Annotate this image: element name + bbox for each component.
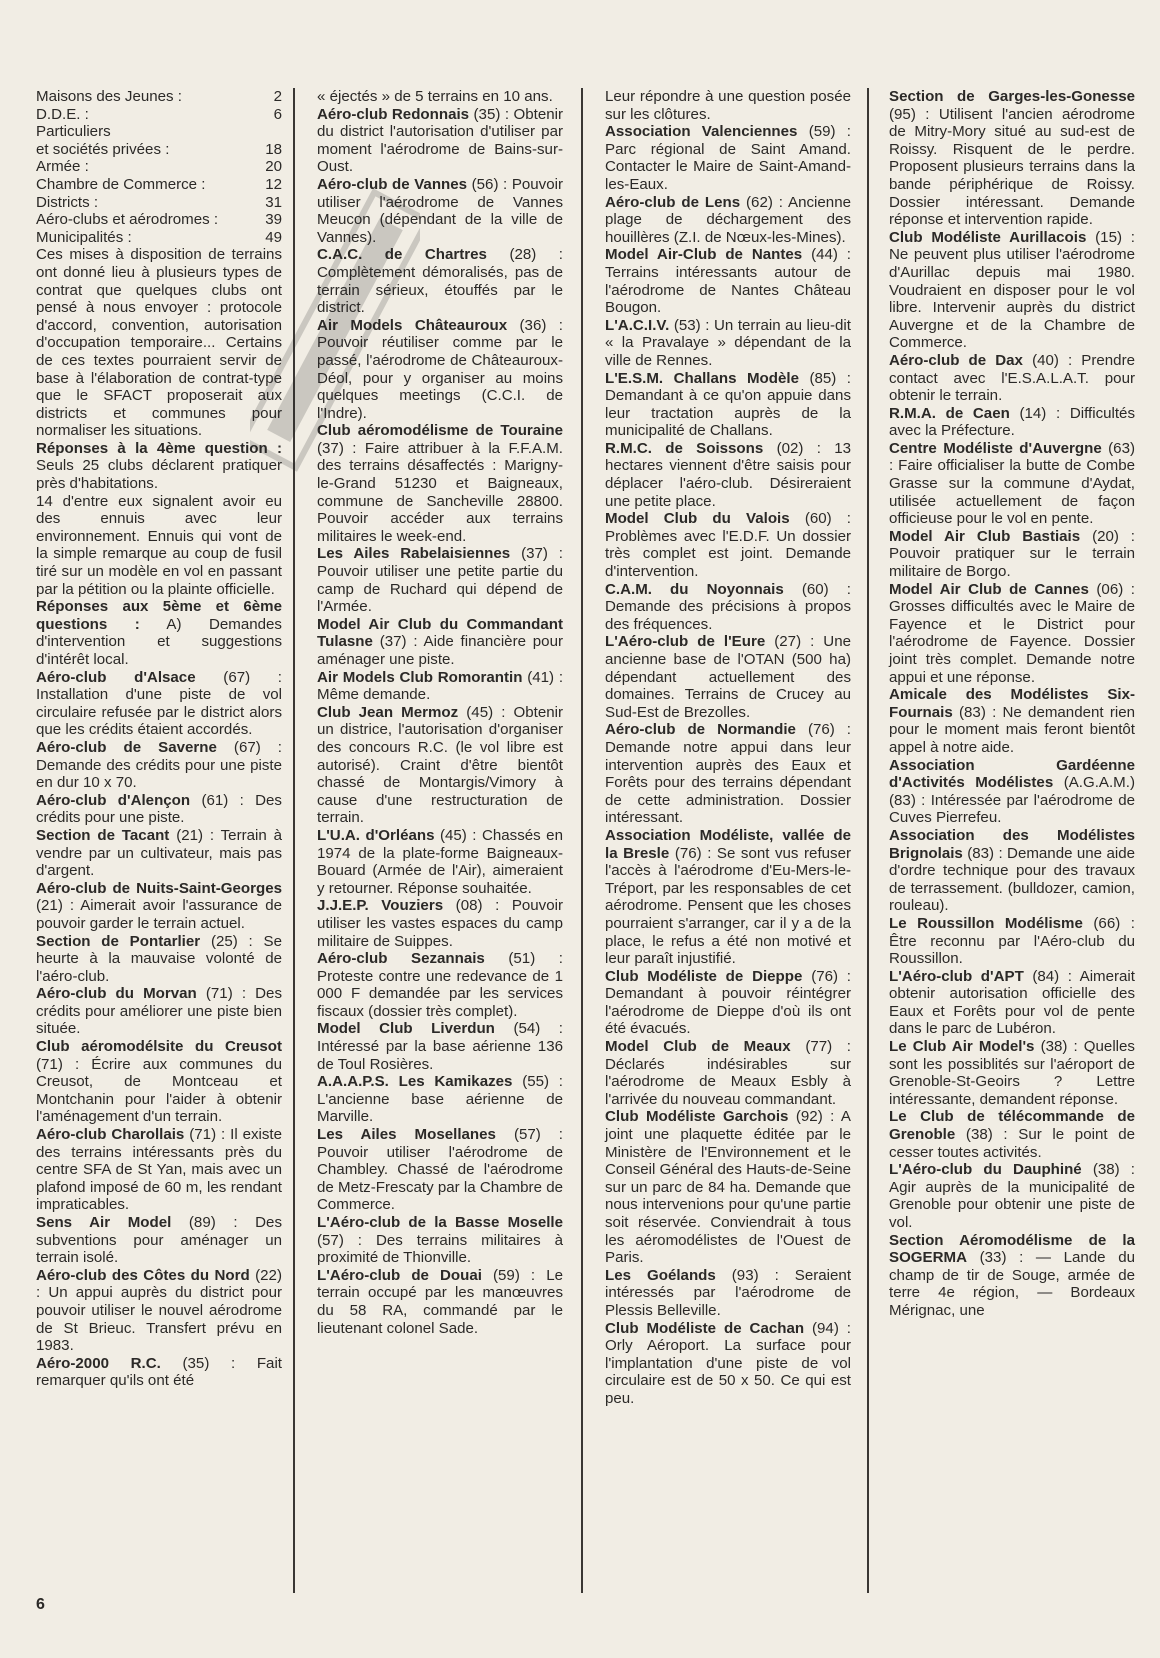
entry-heading: Club Modéliste Aurillacois: [889, 228, 1087, 246]
entry-text: (08) : Pouvoir utiliser les vastes espaces du camp militaire de Suippes.: [317, 897, 563, 950]
entry-paragraph: [36, 827, 282, 880]
entry-text: (45) : Obtenir un districe, l'autorisation d'organiser des concours R.C. (le vol libre est autorisé). Craint d'être bientôt chassé de Montargis/Vimory à cause d'une restructuration de terrain.: [317, 703, 564, 827]
entry-text: (22) : Un appui auprès du district pour pouvoir utiliser le nouvel aérodrome de St Brieuc. Transfert prévu en 1983.: [36, 1266, 282, 1355]
column-divider: [293, 88, 295, 1593]
entry-text: (25) : Se heurte à la mauvaise volonté de l'aéro-club.: [36, 932, 282, 985]
entry-paragraph: [605, 440, 851, 510]
entry-paragraph: [605, 968, 851, 1038]
entry-heading: Air Models Club Romorantin: [317, 668, 523, 686]
entry-text: (84) : Aimerait obtenir autorisation officielle des Eaux et Forêts pour vol de pente dans le parc de Lubéron.: [889, 967, 1135, 1038]
entry-paragraph: [36, 669, 282, 739]
entry-text: (36) : Pouvoir réutiliser comme par le passé, l'aérodrome de Châteauroux-Déol, pour y organiser au moins quelques meetings (C.C.I. de l'Indre).: [317, 316, 563, 422]
entry-text: (41) : Même demande.: [317, 668, 564, 704]
entry-paragraph: [605, 317, 851, 370]
entry-paragraph: [889, 1161, 1135, 1231]
entry-paragraph: [605, 1267, 851, 1320]
entry-heading: Club Modéliste de Dieppe: [605, 967, 803, 985]
entry-paragraph: [889, 968, 1135, 1038]
entry-heading: L'Aéro-club de l'Eure: [605, 633, 766, 651]
entry-heading: L'Aéro-club du Dauphiné: [889, 1161, 1082, 1179]
entry-text: (67) : Demande des crédits pour une piste en dur 10 x 70.: [36, 738, 282, 792]
entry-text: (06) : Grosses difficultés avec le Maire de Fayence et le District pour l'aérodrome de Fayence. Dossier joint très complet. Demande notre appui et une réponse.: [889, 580, 1135, 686]
entry-text: (44) : Terrains intéressants autour de l'aérodrome de Nantes Château Bougon.: [605, 246, 852, 317]
entry-heading: Aéro-club Charollais: [36, 1126, 185, 1144]
entry-paragraph: [605, 633, 851, 721]
stat-label: Chambre de Commerce :: [36, 175, 206, 193]
entry-paragraph: [317, 1073, 563, 1126]
entry-text: (35) : Obtenir du district l'autorisation d'utiliser par moment l'aérodrome de Bains-sur-Oust.: [317, 105, 563, 176]
entry-text: (37) : Pouvoir utiliser une petite partie du camp de Ruchard qui dépend de l'Armée.: [317, 545, 563, 616]
entry-heading: Le Club Air Model's: [889, 1038, 1035, 1056]
entry-paragraph: [36, 493, 282, 599]
entry-paragraph: [317, 616, 563, 669]
stat-row: [36, 194, 282, 212]
entry-paragraph: [36, 880, 282, 933]
entry-paragraph: [889, 405, 1135, 440]
entry-text: (15) : Ne peuvent plus utiliser l'aérodrome d'Aurillac depuis mai 1980. Voudraient en disposer pour le vol libre. Intervenir auprès du district Auvergne et de la Chambre de Commerce.: [889, 228, 1135, 352]
entry-paragraph: [36, 1355, 282, 1390]
entry-paragraph: [317, 827, 563, 897]
entry-heading: Aéro-club d'Alençon: [36, 791, 191, 809]
entry-paragraph: [605, 246, 851, 316]
entry-heading: Aéro-club du Morvan: [36, 985, 197, 1003]
entry-heading: R.M.C. de Soissons: [605, 439, 764, 457]
entry-heading: Aéro-club de Saverne: [36, 738, 217, 756]
stat-value: 20: [265, 158, 282, 176]
stat-row: [36, 229, 282, 247]
entry-paragraph: [36, 1126, 282, 1214]
entry-text: (28) : Complètement démoralisés, pas de terrain sérieux, étouffés par le district.: [317, 246, 563, 317]
entry-text: (A.G.A.M.) (83) : Intéressée par l'aérodrome de Cuves Pierrefeu.: [889, 774, 1135, 827]
entry-paragraph: [889, 88, 1135, 229]
entry-heading: Aéro-club d'Alsace: [36, 668, 196, 686]
stat-row: [36, 141, 282, 159]
entry-paragraph: [317, 176, 563, 246]
entry-heading: Les Ailes Mosellanes: [317, 1126, 496, 1144]
stat-value: 39: [265, 211, 282, 229]
entry-text: (55) : L'ancienne base aérienne de Marville.: [317, 1073, 563, 1126]
stat-label: Municipalités :: [36, 228, 132, 246]
entry-heading: Model Club de Meaux: [605, 1038, 791, 1056]
entry-heading: R.M.A. de Caen: [889, 404, 1010, 422]
entry-heading: L'E.S.M. Challans Modèle: [605, 369, 799, 387]
entry-paragraph: [36, 933, 282, 986]
entry-paragraph: [889, 757, 1135, 827]
entry-text: (71) : Écrire aux communes du Creusot, de Montceau et Montchanin pour l'aider à obtenir l'aménagement d'un terrain.: [36, 1055, 282, 1126]
entry-text: (33) : — Lande du champ de tir de Souge, armée de terre 4e région, — Bordeaux Mérignac, une: [889, 1249, 1135, 1319]
entry-text: (37) : Aide financière pour aménager une piste.: [317, 633, 564, 668]
entry-heading: L'Aéro-club d'APT: [889, 967, 1024, 985]
column-1: [36, 88, 282, 1593]
entry-heading: J.J.E.P. Vouziers: [317, 897, 444, 915]
entry-text: (76) : Se sont vus refuser l'accès à l'aérodrome d'Eu-Mers-le-Tréport, par les responsables de cet aérodrome. Pensent que les choses pourraient s'arranger, car il y a de la place, le refus a été non motivé et leur paraît injustifié.: [605, 844, 851, 968]
entry-paragraph: [317, 669, 563, 704]
entry-text: (85) : Demandant à ce qu'on appuie dans leur tractation auprès de la municipalité de Challans.: [605, 369, 852, 440]
entry-text: (59) : Parc régional de Saint Amand. Contacter le Maire de Saint-Amand-les-Eaux.: [605, 123, 851, 193]
entry-paragraph: [889, 581, 1135, 687]
entry-paragraph: [317, 545, 563, 615]
entry-text: (54) : Intéressé par la base aérienne 136 de Toul Rosières.: [317, 1020, 563, 1073]
entry-paragraph: [605, 88, 851, 123]
entry-text: (67) : Installation d'une piste de vol circulaire refusée par le district alors que les crédits étaient accordés.: [36, 668, 283, 739]
entry-text: (89) : Des subventions pour aménager un terrain isolé.: [36, 1214, 282, 1267]
entry-heading: A.A.A.P.S. Les Kamikazes: [317, 1073, 513, 1091]
entry-heading: Club Modéliste Garchois: [605, 1108, 789, 1126]
entry-heading: Model Club Liverdun: [317, 1020, 495, 1038]
column-divider: [867, 88, 869, 1593]
entry-text: (45) : Chassés en 1974 de la plate-forme Baigneaux-Bouard (Armée de l'Air), aimeraient y retourner. Réponse souhaitée.: [317, 826, 563, 897]
column-2-text: [317, 88, 563, 1337]
entry-text: (94) : Orly Aéroport. La surface pour l'implantation d'une piste de vol circulaire est de 50 x 50. Ce qui est peu.: [605, 1319, 851, 1407]
entry-text: Leur répondre à une question posée sur les clôtures.: [605, 88, 851, 123]
entry-heading: Club aéromodélisme de Touraine: [317, 422, 563, 440]
entry-paragraph: [317, 897, 563, 950]
entry-text: (57) : Pouvoir utiliser l'aérodrome de Chambley. Chassé de l'aérodrome de Metz-Frescaty par la Chambre de Commerce.: [317, 1126, 563, 1214]
page-number: 6: [36, 1596, 45, 1613]
column-1-text: [36, 246, 282, 1390]
entry-heading: Les Ailes Rabelaisiennes: [317, 545, 511, 563]
entry-text: Seuls 25 clubs déclarent pratiquer près d'habitations.: [36, 457, 282, 493]
stat-value: 12: [265, 175, 282, 193]
stat-label: Particuliers: [36, 123, 111, 141]
stat-row: [36, 176, 282, 194]
entry-heading: Model Club du Valois: [605, 510, 790, 528]
stat-row: [36, 158, 282, 176]
entry-paragraph: [317, 422, 563, 545]
entry-paragraph: [36, 1038, 282, 1126]
entry-text: (76) : Demande notre appui dans leur intervention auprès des Eaux et Forêts pour des terrains dépendant de cette administration. Dossier intéressant.: [605, 721, 851, 827]
entry-heading: L'A.C.I.V.: [605, 316, 670, 334]
entry-heading: Model Air-Club de Nantes: [605, 246, 803, 264]
entry-heading: Aéro-club de Lens: [605, 193, 741, 211]
entry-text: Ces mises à disposition de terrains ont donné lieu à plusieurs types de contrat que quelques clubs ont pensé à nous envoyer : protocole d'accord, convention, autorisation d'occupation temporaire... Certains de ces textes pourraient servir de base à l'élaboration de contrat-type que le SFACT proposerait aux districts et communes pour normaliser les situations.: [36, 246, 282, 440]
entry-heading: Model Air Club du Commandant Tulasne: [317, 615, 563, 651]
entry-paragraph: [36, 1267, 282, 1355]
entry-text: (02) : 13 hectares viennent d'être saisis pour déplacer l'aéro-club. Désireraient une petite place.: [605, 439, 851, 510]
entry-heading: Aéro-club de Vannes: [317, 175, 468, 193]
entry-heading: Sens Air Model: [36, 1214, 172, 1231]
entry-heading: Aéro-club de Normandie: [605, 721, 796, 739]
entry-heading: Aéro-club de Dax: [889, 351, 1023, 369]
entry-heading: Association Valenciennes: [605, 123, 798, 141]
entry-text: (76) : Demandant à pouvoir réintégrer l'aérodrome de Dieppe d'où ils ont été évacués.: [605, 967, 851, 1038]
entry-paragraph: [605, 1320, 851, 1408]
entry-paragraph: [317, 1020, 563, 1073]
entry-paragraph: [889, 1038, 1135, 1108]
entry-heading: Club aéromodélsite du Creusot: [36, 1038, 282, 1056]
entry-text: (21) : Terrain à vendre par un cultivateur, mais pas d'argent.: [36, 826, 282, 880]
column-divider: [581, 88, 583, 1593]
entry-text: (56) : Pouvoir utiliser l'aérodrome de Vannes Meucon (dépendant de la ville de Vannes).: [317, 175, 563, 246]
entry-text: (83) : Demande une aide d'ordre technique pour des travaux de terrassement. (bulldozer, camion, rouleau).: [889, 844, 1135, 915]
entry-paragraph: [605, 370, 851, 440]
entry-heading: Association Gardéenne d'Activités Modélistes: [889, 756, 1135, 792]
entry-paragraph: [889, 686, 1135, 756]
stats-list: [36, 88, 282, 246]
entry-heading: Aéro-club des Côtes du Nord: [36, 1266, 250, 1284]
entry-heading: L'U.A. d'Orléans: [317, 826, 435, 844]
entry-paragraph: [317, 950, 563, 1020]
entry-text: (37) : Faire attribuer à la F.F.A.M. des terrains désaffectés : Marigny-le-Grand 51230 et Baigneaux, commune de Sancheville 28800. Pouvoir accéder aux terrains militaires le week-end.: [317, 439, 563, 545]
entry-heading: Club Jean Mermoz: [317, 703, 459, 721]
entry-paragraph: [605, 123, 851, 193]
entry-paragraph: [317, 1214, 563, 1267]
entry-text: (71) : Des crédits pour améliorer une piste bien située.: [36, 985, 282, 1038]
entry-paragraph: [889, 1232, 1135, 1320]
entry-paragraph: [889, 440, 1135, 528]
entry-text: (93) : Seraient intéressés par l'aérodrome de Plessis Belleville.: [605, 1266, 852, 1319]
entry-text: (63) : Faire officialiser la butte de Combe Grasse sur la commune d'Aydat, utilisée actuellement de façon officieuse pour le vol en pente.: [889, 439, 1135, 528]
entry-text: (61) : Des crédits pour une piste.: [36, 791, 282, 827]
entry-heading: Réponses aux 5ème et 6ème questions :: [36, 598, 282, 633]
entry-heading: Club Modéliste de Cachan: [605, 1319, 805, 1337]
entry-text: (57) : Des terrains militaires à proximité de Thionville.: [317, 1231, 563, 1267]
entry-heading: C.A.M. du Noyonnais: [605, 580, 784, 598]
entry-paragraph: [889, 352, 1135, 405]
entry-paragraph: [317, 88, 563, 106]
column-2: [317, 88, 563, 1593]
entry-heading: Le Roussillon Modélisme: [889, 914, 1083, 932]
entry-paragraph: [36, 598, 282, 668]
stat-label: et sociétés privées :: [36, 140, 170, 158]
stat-label: Aéro-clubs et aérodromes :: [36, 211, 219, 229]
entry-paragraph: [889, 528, 1135, 581]
column-4-text: [889, 88, 1135, 1320]
entry-paragraph: [605, 721, 851, 827]
entry-paragraph: [36, 739, 282, 792]
entry-text: (95) : Utilisent l'ancien aérodrome de Mitry-Mory situé au sud-est de Roissy. Risquent de le perdre. Proposent plusieurs terrains dans la bande périphérique de Roissy. Dossier intéressant. Demande réponse et intervention rapide.: [889, 105, 1135, 229]
entry-paragraph: [317, 1126, 563, 1214]
stat-row: [36, 106, 282, 124]
stat-value: 6: [273, 105, 282, 123]
entry-paragraph: [36, 985, 282, 1038]
entry-heading: Réponses à la 4ème question :: [36, 439, 282, 457]
entry-paragraph: [317, 704, 563, 827]
entry-text: (60) : Problèmes avec l'E.D.F. Un dossier très complet est joint. Demande d'intervention.: [605, 510, 851, 581]
entry-paragraph: [605, 1038, 851, 1108]
stat-row: [36, 123, 282, 141]
entry-heading: L'Aéro-club de la Basse Moselle: [317, 1214, 563, 1231]
stat-value: 18: [265, 140, 282, 158]
stat-label: Maisons des Jeunes :: [36, 88, 182, 105]
entry-heading: Les Goélands: [605, 1266, 716, 1284]
entry-heading: Aéro-2000 R.C.: [36, 1354, 161, 1372]
column-3-text: [605, 88, 851, 1408]
article-body: [34, 88, 1136, 1593]
entry-text: (66) : Être reconnu par l'Aéro-club du Roussillon.: [889, 914, 1135, 968]
entry-text: (71) : Il existe des terrains intéressants près du centre SFA de St Yan, mais avec un plafond imposé de 60 m, les rendant impraticables.: [36, 1126, 283, 1214]
entry-text: (77) : Déclarés indésirables sur l'aérodrome de Meaux Esbly à l'arrivée du nouveau commandant.: [605, 1038, 851, 1108]
stat-value: 49: [265, 228, 282, 246]
entry-paragraph: [605, 827, 851, 968]
entry-text: (35) : Fait remarquer qu'ils ont été: [36, 1354, 282, 1390]
entry-heading: Aéro-club Sezannais: [317, 950, 485, 968]
entry-text: (53) : Un terrain au lieu-dit « la Pravalaye » dépendant de la ville de Rennes.: [605, 316, 851, 369]
entry-text: (27) : Une ancienne base de l'OTAN (500 ha) dépendant actuellement des domaines. Terrains de Crucey au Sud-Est de Brezolles.: [605, 633, 851, 721]
entry-text: (51) : Proteste contre une redevance de 1 000 F demandée par les services fiscaux (dossier très complet).: [317, 950, 563, 1020]
entry-text: « éjectés » de 5 terrains en 10 ans.: [317, 88, 553, 105]
entry-paragraph: [605, 194, 851, 247]
entry-text: 14 d'entre eux signalent avoir eu des ennuis avec leur environnement. Ennuis qui vont de la simple remarque au coup de fusil tiré sur un modèle en vol en passant par la pétition ou la plainte officielle.: [36, 492, 282, 598]
entry-paragraph: [36, 792, 282, 827]
entry-heading: Le Club de télécommande de Grenoble: [889, 1108, 1135, 1144]
entry-heading: Amicale des Modélistes Six-Fournais: [889, 686, 1135, 721]
entry-text: A) Demandes d'intervention et suggestions d'intérêt local.: [36, 615, 282, 668]
entry-paragraph: [889, 827, 1135, 915]
column-3: [605, 88, 851, 1593]
entry-heading: C.A.C. de Chartres: [317, 246, 487, 264]
entry-text: (38) : Sur le point de cesser toutes activités.: [889, 1126, 1135, 1161]
stat-row: [36, 211, 282, 229]
entry-text: (14) : Difficultés avec la Préfecture.: [889, 404, 1135, 440]
entry-text: (21) : Aimerait avoir l'assurance de pouvoir garder le terrain actuel.: [36, 897, 282, 932]
entry-paragraph: [317, 106, 563, 176]
entry-paragraph: [889, 229, 1135, 352]
entry-text: (92) : A joint une plaquette éditée par le Ministère de l'Environnement et le Conseil Général des Hauts-de-Seine sur un parc de 84 ha. Demande que nous intervenions pour qu'une partie soit réservée. Conviendrait à tous les aéromodélistes de l'Ouest de Paris.: [605, 1108, 851, 1267]
stat-label: Armée :: [36, 158, 89, 176]
entry-text: (59) : Le terrain occupé par les manœuvres du 58 RA, commandé par le lieutenant colonel Sade.: [317, 1266, 563, 1337]
entry-paragraph: [317, 246, 563, 316]
entry-heading: Section de Pontarlier: [36, 932, 201, 950]
entry-text: (40) : Prendre contact avec l'E.S.A.L.A.T. pour obtenir le terrain.: [889, 351, 1135, 405]
entry-heading: Centre Modéliste d'Auvergne: [889, 439, 1102, 457]
stat-value: 2: [273, 88, 282, 105]
entry-heading: Air Models Châteauroux: [317, 316, 508, 334]
entry-paragraph: [889, 915, 1135, 968]
entry-paragraph: [605, 510, 851, 580]
entry-paragraph: [889, 1108, 1135, 1161]
entry-paragraph: [605, 581, 851, 634]
entry-text: (60) : Demande des précisions à propos des fréquences.: [605, 580, 851, 633]
entry-text: (62) : Ancienne plage de déchargement des houillères (Z.I. de Nœux-les-Mines).: [605, 193, 851, 246]
entry-heading: Association Modéliste, vallée de la Bresle: [605, 826, 851, 862]
entry-text: (20) : Pouvoir pratiquer sur le terrain militaire de Borgo.: [889, 527, 1136, 581]
entry-paragraph: [36, 246, 282, 440]
entry-heading: Section de Tacant: [36, 826, 170, 844]
entry-heading: Aéro-club Redonnais: [317, 105, 470, 123]
stat-value: 31: [265, 193, 282, 211]
column-4: [889, 88, 1135, 1593]
entry-heading: Section Aéromodélisme de la SOGERMA: [889, 1231, 1135, 1267]
entry-heading: Section de Garges-les-Gonesse: [889, 88, 1135, 105]
entry-text: (38) : Quelles sont les possiblités sur l'aéroport de Grenoble-St-Geoirs ? Lettre intéressante, demandent réponse.: [889, 1038, 1135, 1108]
stat-label: D.D.E. :: [36, 105, 89, 123]
entry-paragraph: [36, 440, 282, 493]
entry-heading: Aéro-club de Nuits-Saint-Georges: [36, 879, 282, 897]
entry-paragraph: [317, 317, 563, 423]
stat-label: Districts :: [36, 193, 99, 211]
entry-heading: Model Air Club Bastiais: [889, 527, 1081, 545]
entry-text: (38) : Agir auprès de la municipalité de Grenoble pour obtenir une piste de vol.: [889, 1161, 1135, 1231]
entry-heading: Model Air Club de Cannes: [889, 580, 1089, 598]
entry-paragraph: [36, 1214, 282, 1267]
stat-row: [36, 88, 282, 106]
entry-heading: Association des Modélistes Brignolais: [889, 826, 1135, 862]
entry-heading: L'Aéro-club de Douai: [317, 1266, 482, 1284]
entry-text: (83) : Ne demandent rien pour le moment mais feront bientôt appel à notre aide.: [889, 703, 1135, 756]
entry-paragraph: [317, 1267, 563, 1337]
entry-paragraph: [605, 1108, 851, 1266]
